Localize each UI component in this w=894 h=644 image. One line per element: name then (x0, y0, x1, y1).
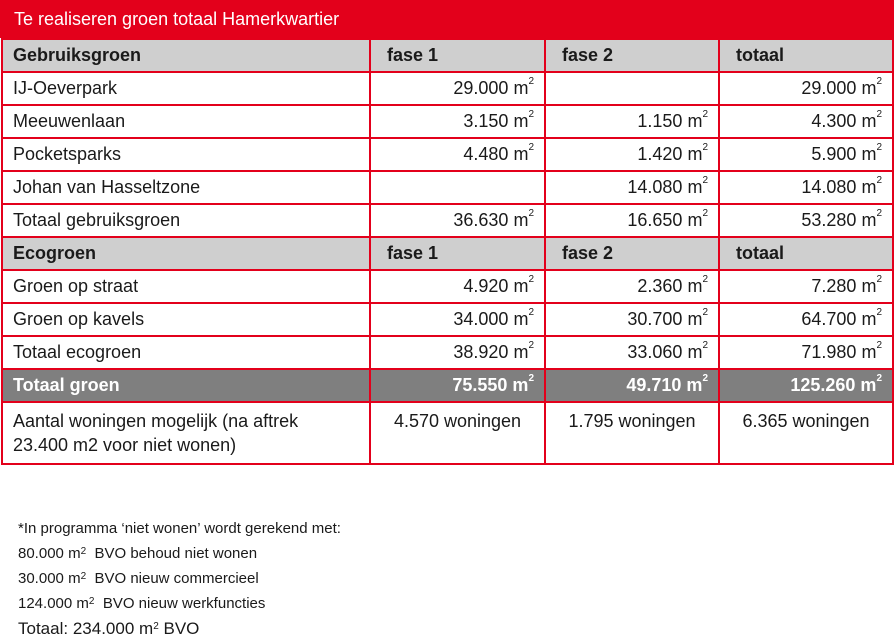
footnote-total: Totaal: 234.000 $m^2$ BVO (18, 619, 200, 638)
totaal-value: 53.280 $m^2$ (719, 204, 893, 237)
row-label: Pocketsparks (2, 138, 370, 171)
green-table (1, 38, 894, 465)
header-cell: totaal (719, 237, 893, 270)
total-green-row (2, 369, 893, 402)
totaal-value: 14.080 $m^2$ (719, 171, 893, 204)
totaal-value: 29.000 $m^2$ (719, 72, 893, 105)
fase2-value (545, 72, 719, 105)
fase2-value: 16.650 $m^2$ (545, 204, 719, 237)
table-title: Te realiseren groen totaal Hamerkwartier (0, 0, 894, 38)
header-cell: Ecogroen (2, 237, 370, 270)
header-cell: totaal (719, 39, 893, 72)
totaal-value: 125.260 $m^2$ (719, 369, 893, 402)
fase1-value: 36.630 $m^2$ (370, 204, 545, 237)
table-row (2, 171, 893, 204)
fase1-value: 34.000 $m^2$ (370, 303, 545, 336)
footnote-line: 80.000 $m^2$ BVO behoud niet wonen (18, 545, 258, 562)
footnotes (18, 516, 341, 641)
table-row (2, 72, 893, 105)
fase1-value: 4.570 woningen (370, 402, 545, 464)
table-row (2, 336, 893, 369)
footnote-intro: *In programma ‘niet wonen’ wordt gerekend met: (18, 520, 341, 537)
totaal-value: 5.900 $m^2$ (719, 138, 893, 171)
housing-row (2, 402, 893, 464)
totaal-value: 64.700 $m^2$ (719, 303, 893, 336)
fase1-value: 4.480 $m^2$ (370, 138, 545, 171)
totaal-value: 71.980 $m^2$ (719, 336, 893, 369)
totaal-value: 4.300 $m^2$ (719, 105, 893, 138)
fase2-value: 14.080 $m^2$ (545, 171, 719, 204)
fase2-value: 1.150 $m^2$ (545, 105, 719, 138)
fase1-value (370, 171, 545, 204)
row-label: Johan van Hasseltzone (2, 171, 370, 204)
fase2-value: 30.700 $m^2$ (545, 303, 719, 336)
header-cell: Gebruiksgroen (2, 39, 370, 72)
footnote-line: 30.000 $m^2$ BVO nieuw commercieel (18, 570, 259, 587)
fase2-value: 49.710 $m^2$ (545, 369, 719, 402)
row-label: Totaal ecogroen (2, 336, 370, 369)
header-cell: fase 1 (370, 237, 545, 270)
fase1-value: 75.550 $m^2$ (370, 369, 545, 402)
fase1-value: 3.150 $m^2$ (370, 105, 545, 138)
table-row (2, 303, 893, 336)
fase2-value: 2.360 $m^2$ (545, 270, 719, 303)
header-cell: fase 2 (545, 237, 719, 270)
fase1-value: 29.000 $m^2$ (370, 72, 545, 105)
row-label: Totaal gebruiksgroen (2, 204, 370, 237)
table-row (2, 105, 893, 138)
row-label: Totaal groen (2, 369, 370, 402)
table-row (2, 138, 893, 171)
row-label: IJ-Oeverpark (2, 72, 370, 105)
totaal-value: 7.280 $m^2$ (719, 270, 893, 303)
fase2-value: 1.420 $m^2$ (545, 138, 719, 171)
header-cell: fase 2 (545, 39, 719, 72)
row-label: Groen op straat (2, 270, 370, 303)
fase2-value: 33.060 $m^2$ (545, 336, 719, 369)
table-row (2, 270, 893, 303)
fase1-value: 4.920 $m^2$ (370, 270, 545, 303)
fase2-value: 1.795 woningen (545, 402, 719, 464)
section-header-eco (2, 237, 893, 270)
table-row (2, 204, 893, 237)
header-cell: fase 1 (370, 39, 545, 72)
row-label: Aantal woningen mogelijk (na aftrek 23.400 m2 voor niet wonen) (2, 402, 370, 464)
totaal-value: 6.365 woningen (719, 402, 893, 464)
row-label: Groen op kavels (2, 303, 370, 336)
footnote-line: 124.000 $m^2$ BVO nieuw werkfuncties (18, 595, 266, 612)
fase1-value: 38.920 $m^2$ (370, 336, 545, 369)
section-header-gebruik (2, 39, 893, 72)
row-label: Meeuwenlaan (2, 105, 370, 138)
